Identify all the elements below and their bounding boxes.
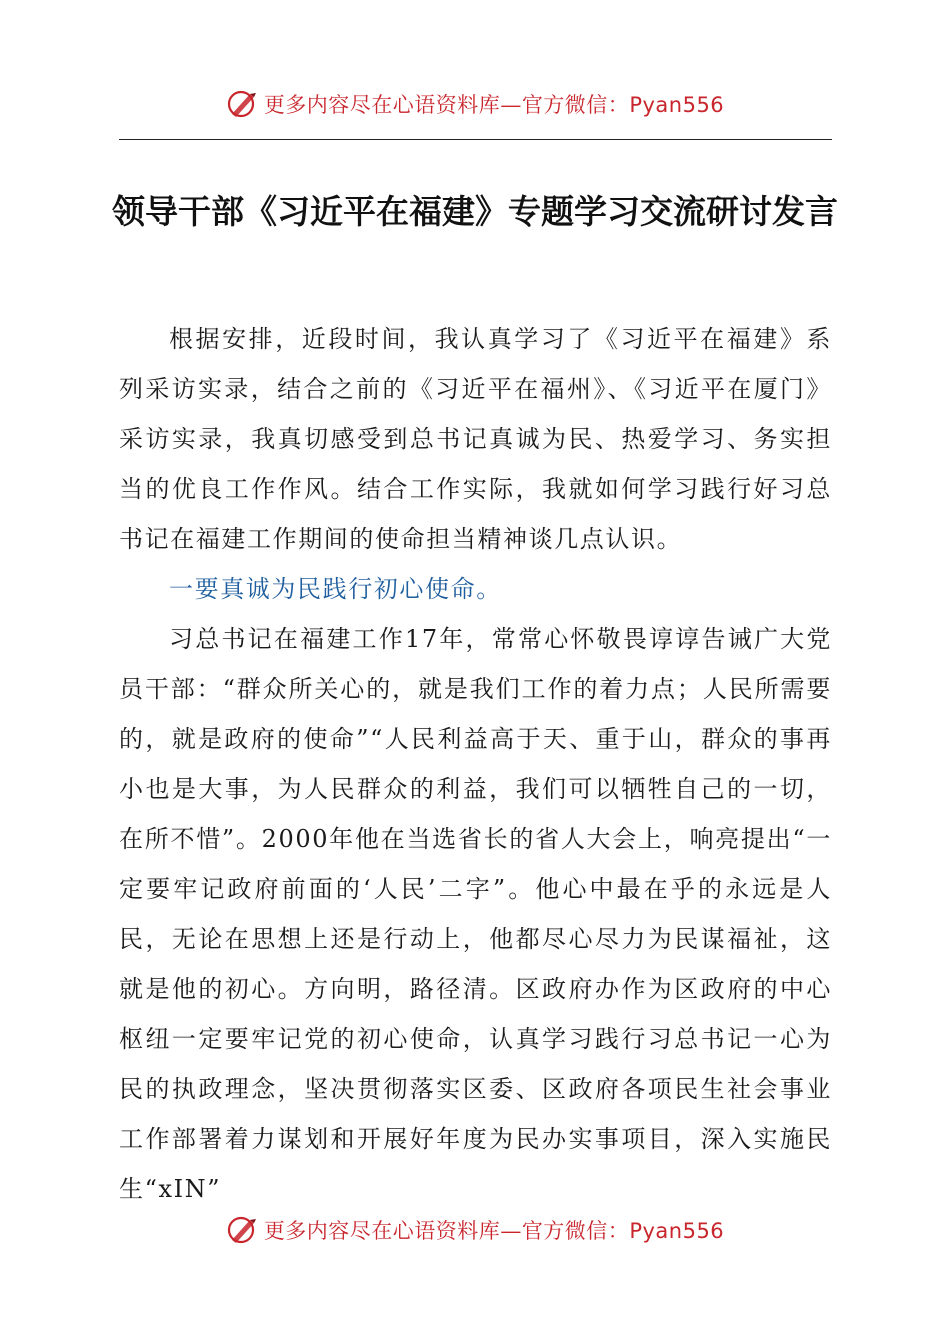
pen-logo-icon [226,1214,258,1246]
footer-banner [0,1210,950,1250]
document-body [119,314,832,1214]
header-divider [119,139,832,140]
banner-text [264,1215,724,1245]
banner-text [264,89,724,119]
document-title: 领导干部《习近平在福建》专题学习交流研讨发言 [112,192,838,231]
banner-wechat-id: Pyan556 [629,93,725,117]
banner-official: 官方微信： [521,1219,630,1243]
section-heading-1: 一要真诚为民践行初心使命。 [169,575,502,603]
banner-wechat-id: Pyan556 [629,1219,725,1243]
paragraph-intro: 根据安排，近段时间，我认真学习了《习近平在福建》系列采访实录，结合之前的《习近平在福州》、《习近平在厦门》采访实录，我真切感受到总书记真诚为民、热爱学习、务实担当的优良工作作风。结合工作实际，我就如何学习践行好习总书记在福建工作期间的使命担当精神谈几点认识。 [119,325,832,553]
banner-slogan: 更多内容尽在心语资料库 [263,93,501,117]
pen-logo-icon [226,88,258,120]
banner-separator: — [500,1219,522,1243]
banner-slogan: 更多内容尽在心语资料库 [263,1219,501,1243]
paragraph-section-1: 习总书记在福建工作17年，常常心怀敬畏谆谆告诫广大党员干部：“群众所关心的，就是我们工作的着力点；人民所需要的，就是政府的使命”“人民利益高于天、重于山，群众的事再小也是大事，为人民群众的利益，我们可以牺牲自己的一切，在所不惜”。2000年他在当选省长的省人大会上，响亮提出“一定要牢记政府前面的‘人民’二字”。他心中最在乎的永远是人民，无论在思想上还是行动上，他都尽心尽力为民谋福祉，这就是他的初心。方向明，路径清。区政府办作为区政府的中心枢纽一定要牢记党的初心使命，认真学习践行习总书记一心为民的执政理念，坚决贯彻落实区委、区政府各项民生社会事业工作部署着力谋划和开展好年度为民办实事项目，深入实施民生“xIN” [119,625,832,1203]
banner-official: 官方微信： [521,93,630,117]
banner-separator: — [500,93,522,117]
header-banner [0,84,950,124]
